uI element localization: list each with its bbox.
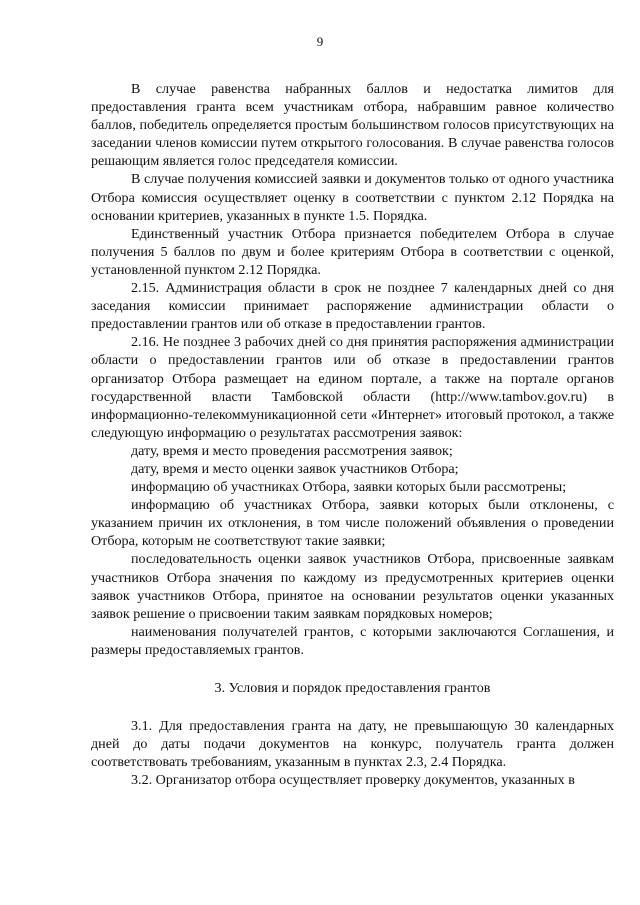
list-item: последовательность оценки заявок участников Отбора, присвоенные заявкам участников Отбора значения по каждому из предусмотренных критериев оценки заявок участников Отбора, принятое на основании результатов оценки указанных заявок решение о присвоении таким заявкам порядковых номеров; (91, 551, 614, 622)
paragraph: В случае равенства набранных баллов и недостатка лимитов для предоставления гранта всем участникам отбора, набравшим равное количество баллов, победитель определяется простым большинством голосов присутствующих на заседании членов комиссии путем открытого голосования. В случае равенства голосов решающим является голос председателя комиссии. (91, 81, 614, 170)
paragraph: 2.16. Не позднее 3 рабочих дней со дня принятия распоряжения администрации области о предоставлении грантов или об отказе в предоставлении грантов организатор Отбора размещает на едином портале, а также на портале органов государственной власти Тамбовской области (http://www.tambov.gov.ru) в информационно-телекоммуникационной сети «Интернет» итоговый протокол, а также следующую информацию о результатах рассмотрения заявок: (91, 334, 614, 441)
page-number: 9 (316, 34, 324, 49)
section-heading: 3. Условия и порядок предоставления грантов (214, 680, 491, 696)
paragraph: 2.15. Администрация области в срок не позднее 7 календарных дней со дня заседания комиссии принимает распоряжение администрации области о предоставлении грантов или об отказе в предоставлении грантов. (91, 280, 614, 333)
paragraph: 3.2. Организатор отбора осуществляет проверку документов, указанных в (131, 772, 575, 789)
paragraph: 3.1. Для предоставления гранта на дату, не превышающую 30 календарных дней до даты подачи документов на конкурс, получатель гранта должен соответствовать требованиям, указанным в пунктах 2.3, 2.4 Порядка. (91, 718, 614, 771)
paragraph: Единственный участник Отбора признается победителем Отбора в случае получения 5 баллов по двум и более критериям Отбора в соответствии с оценкой, установленной пунктом 2.12 Порядка. (91, 225, 614, 278)
list-item: наименования получателей грантов, с которыми заключаются Соглашения, и размеры предоставляемых грантов. (91, 623, 614, 658)
list-item: дату, время и место оценки заявок участников Отбора; (131, 460, 459, 477)
list-item: информацию об участниках Отбора, заявки которых были рассмотрены; (131, 479, 567, 496)
list-item: информацию об участниках Отбора, заявки которых были отклонены, с указанием причин их отклонения, в том числе положений объявления о проведении Отбора, которым не соответствуют такие заявки; (91, 497, 614, 550)
list-item: дату, время и место проведения рассмотрения заявок; (131, 442, 453, 459)
document-body (91, 80, 614, 789)
paragraph: В случае получения комиссией заявки и документов только от одного участника Отбора комиссия осуществляет оценку в соответствии с пунктом 2.12 Порядка на основании критериев, указанных в пункте 1.5. Порядка. (91, 171, 614, 224)
